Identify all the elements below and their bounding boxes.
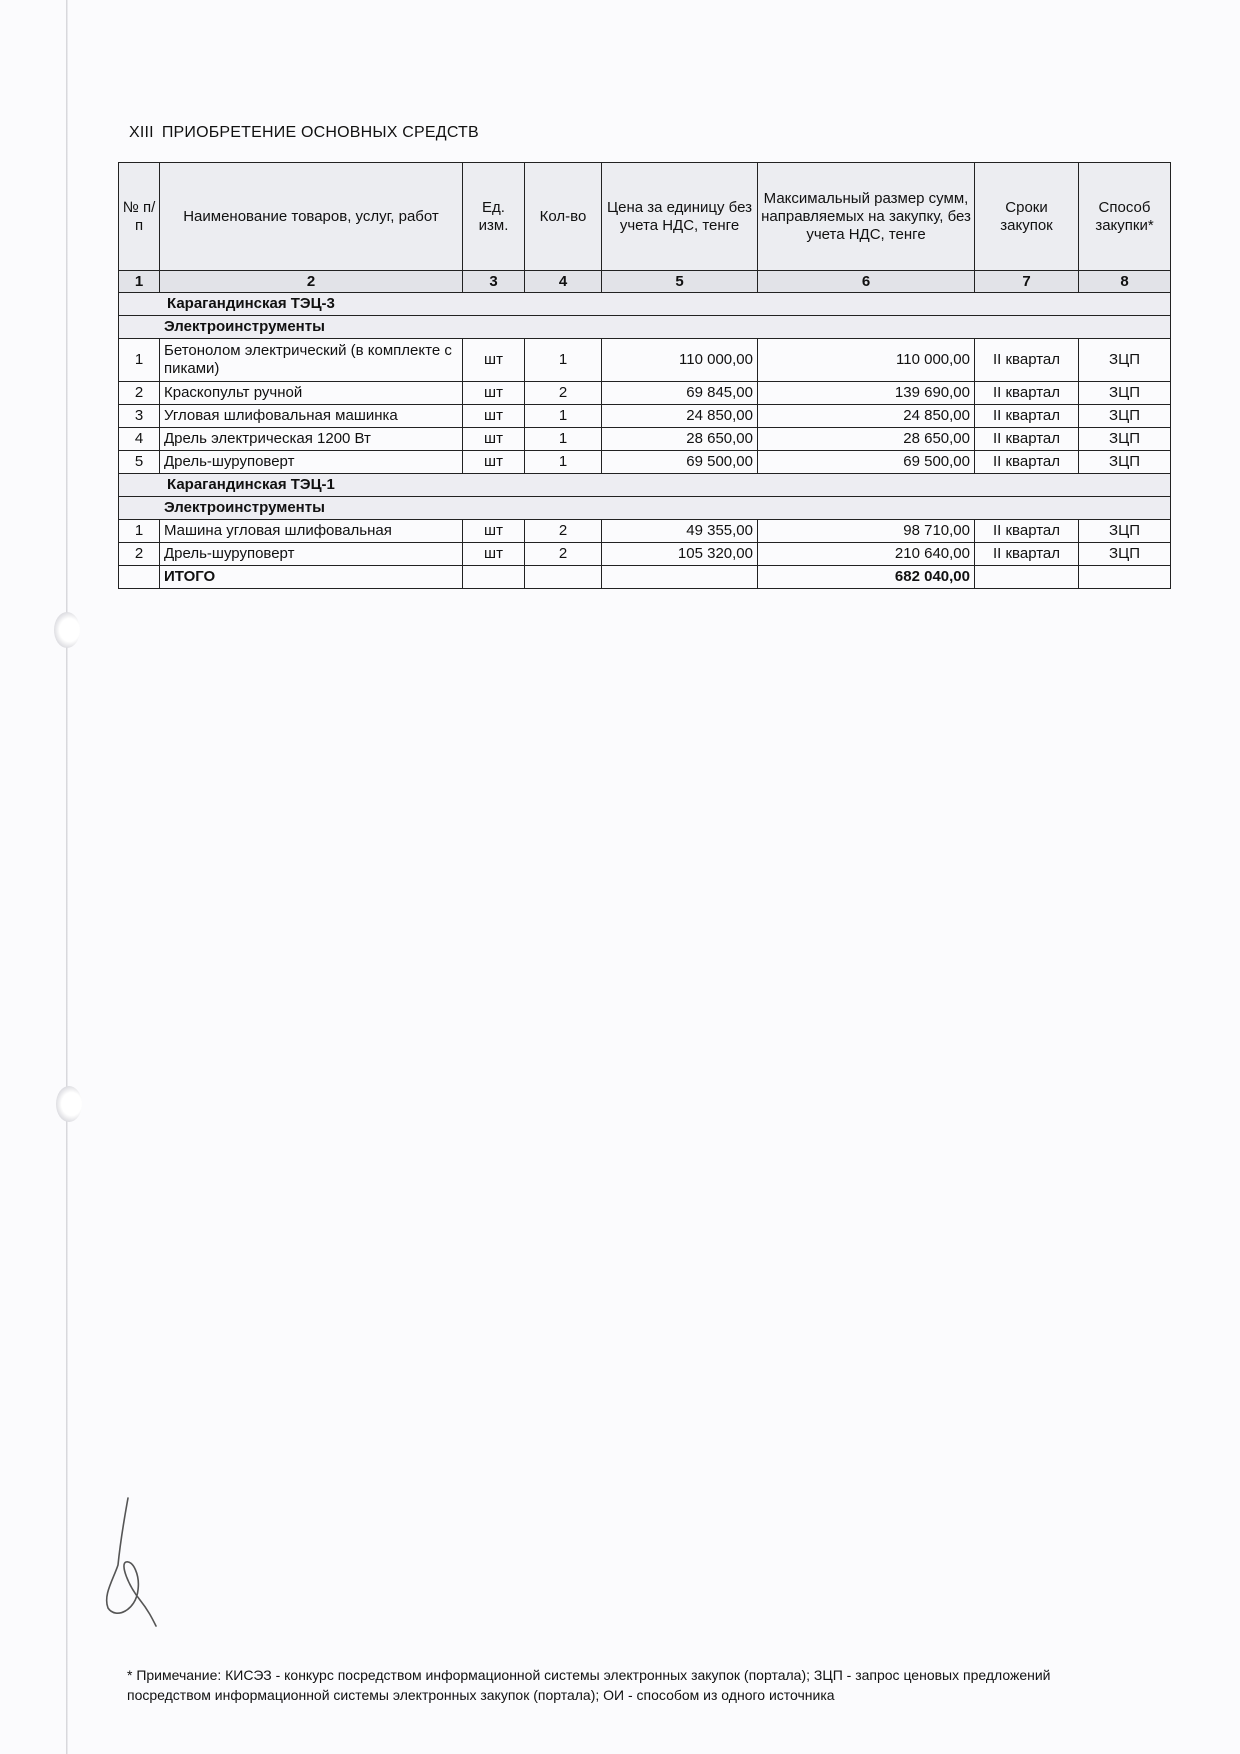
- item-qty: 2: [525, 382, 602, 405]
- row-number: 2: [119, 543, 160, 566]
- column-number: 8: [1079, 271, 1171, 293]
- item-unit: шт: [463, 382, 525, 405]
- item-name: Машина угловая шлифовальная: [160, 520, 463, 543]
- punch-hole-top: [54, 612, 80, 648]
- item-method: ЗЦП: [1079, 339, 1171, 382]
- table-row: [119, 405, 1171, 428]
- header-cell: Способ закупки*: [1079, 163, 1171, 271]
- row-number: 3: [119, 405, 160, 428]
- item-unit: шт: [463, 520, 525, 543]
- item-name: Бетонолом электрический (в комплекте с пиками): [160, 339, 463, 382]
- item-term: II квартал: [975, 339, 1079, 382]
- group-name: Карагандинская ТЭЦ-3: [119, 293, 1171, 316]
- item-method: ЗЦП: [1079, 520, 1171, 543]
- subgroup-row: [119, 316, 1171, 339]
- column-number: 6: [758, 271, 975, 293]
- row-number: 5: [119, 451, 160, 474]
- table-row: [119, 543, 1171, 566]
- header-cell: Ед. изм.: [463, 163, 525, 271]
- subgroup-name: Электроинструменты: [119, 316, 1171, 339]
- header-cell: № п/п: [119, 163, 160, 271]
- column-number: 4: [525, 271, 602, 293]
- header-cell: Сроки закупок: [975, 163, 1079, 271]
- total-row: [119, 566, 1171, 589]
- item-name: Дрель электрическая 1200 Вт: [160, 428, 463, 451]
- column-number: 7: [975, 271, 1079, 293]
- row-number: 1: [119, 520, 160, 543]
- item-method: ЗЦП: [1079, 382, 1171, 405]
- item-term: II квартал: [975, 520, 1079, 543]
- table-header-row: [119, 163, 1171, 271]
- page-binding-edge: [66, 0, 68, 1754]
- item-sum: 24 850,00: [758, 405, 975, 428]
- table-row: [119, 339, 1171, 382]
- item-unit: шт: [463, 451, 525, 474]
- item-unit: шт: [463, 543, 525, 566]
- section-number: XIII: [129, 124, 154, 141]
- table-row: [119, 428, 1171, 451]
- header-cell: Цена за единицу без учета НДС, тенге: [602, 163, 758, 271]
- purchases-table: [118, 162, 1171, 589]
- column-number: 3: [463, 271, 525, 293]
- item-price: 28 650,00: [602, 428, 758, 451]
- group-name: Карагандинская ТЭЦ-1: [119, 474, 1171, 497]
- item-sum: 28 650,00: [758, 428, 975, 451]
- item-name: Угловая шлифовальная машинка: [160, 405, 463, 428]
- item-price: 110 000,00: [602, 339, 758, 382]
- subgroup-name: Электроинструменты: [119, 497, 1171, 520]
- item-name: Краскопульт ручной: [160, 382, 463, 405]
- item-qty: 1: [525, 428, 602, 451]
- section-title: [129, 124, 479, 142]
- header-cell: Кол-во: [525, 163, 602, 271]
- item-method: ЗЦП: [1079, 405, 1171, 428]
- total-empty-cell: [602, 566, 758, 589]
- item-price: 69 845,00: [602, 382, 758, 405]
- item-term: II квартал: [975, 405, 1079, 428]
- item-qty: 1: [525, 405, 602, 428]
- section-title-text: ПРИОБРЕТЕНИЕ ОСНОВНЫХ СРЕДСТВ: [161, 124, 479, 141]
- total-empty-cell: [463, 566, 525, 589]
- item-unit: шт: [463, 428, 525, 451]
- header-cell: Максимальный размер сумм, направляемых на закупку, без учета НДС, тенге: [758, 163, 975, 271]
- item-price: 24 850,00: [602, 405, 758, 428]
- item-price: 69 500,00: [602, 451, 758, 474]
- total-label: ИТОГО: [160, 566, 463, 589]
- item-unit: шт: [463, 405, 525, 428]
- item-sum: 139 690,00: [758, 382, 975, 405]
- total-sum: 682 040,00: [758, 566, 975, 589]
- row-number: 2: [119, 382, 160, 405]
- column-number: 5: [602, 271, 758, 293]
- item-sum: 98 710,00: [758, 520, 975, 543]
- header-cell: Наименование товаров, услуг, работ: [160, 163, 463, 271]
- item-qty: 1: [525, 339, 602, 382]
- item-qty: 2: [525, 543, 602, 566]
- item-price: 105 320,00: [602, 543, 758, 566]
- total-empty-cell: [1079, 566, 1171, 589]
- subgroup-row: [119, 497, 1171, 520]
- item-term: II квартал: [975, 451, 1079, 474]
- item-qty: 1: [525, 451, 602, 474]
- table-row: [119, 382, 1171, 405]
- item-name: Дрель-шуруповерт: [160, 451, 463, 474]
- item-term: II квартал: [975, 428, 1079, 451]
- total-empty-cell: [525, 566, 602, 589]
- item-method: ЗЦП: [1079, 428, 1171, 451]
- item-method: ЗЦП: [1079, 543, 1171, 566]
- item-term: II квартал: [975, 543, 1079, 566]
- item-sum: 110 000,00: [758, 339, 975, 382]
- handwritten-signature: [98, 1490, 178, 1630]
- item-method: ЗЦП: [1079, 451, 1171, 474]
- item-term: II квартал: [975, 382, 1079, 405]
- punch-hole-bottom: [56, 1086, 82, 1122]
- row-number: 1: [119, 339, 160, 382]
- row-number: 4: [119, 428, 160, 451]
- column-number: 2: [160, 271, 463, 293]
- table-row: [119, 451, 1171, 474]
- group-row: [119, 474, 1171, 497]
- item-unit: шт: [463, 339, 525, 382]
- total-empty-cell: [975, 566, 1079, 589]
- item-price: 49 355,00: [602, 520, 758, 543]
- group-row: [119, 293, 1171, 316]
- footnote: * Примечание: КИСЭЗ - конкурс посредством информационной системы электронных закупок (портала); ЗЦП - запрос ценовых предложений посредством информационной системы электронных закупок (портала); ОИ - способом из одного источника: [127, 1667, 1051, 1703]
- total-empty-cell: [119, 566, 160, 589]
- column-number: 1: [119, 271, 160, 293]
- column-number-row: [119, 271, 1171, 293]
- item-qty: 2: [525, 520, 602, 543]
- item-sum: 69 500,00: [758, 451, 975, 474]
- table-row: [119, 520, 1171, 543]
- item-name: Дрель-шуруповерт: [160, 543, 463, 566]
- item-sum: 210 640,00: [758, 543, 975, 566]
